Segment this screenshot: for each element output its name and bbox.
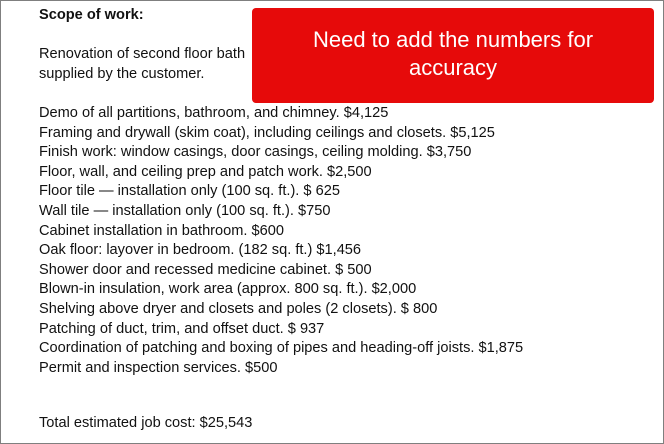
- callout-text: Need to add the numbers for accuracy: [312, 26, 594, 80]
- cost-item: Shower door and recessed medicine cabinet. $ 500: [39, 261, 372, 278]
- cost-item: Coordination of patching and boxing of pipes and heading-off joists. $1,875: [39, 340, 524, 357]
- cost-item: Patching of duct, trim, and offset duct. $ 937: [39, 320, 325, 337]
- cost-item: Permit and inspection services. $500: [39, 359, 278, 376]
- cost-item: Wall tile — installation only (100 sq. ft.). $750: [39, 202, 331, 219]
- intro-line-2: supplied by the customer.: [39, 65, 205, 82]
- cost-item: Floor tile — installation only (100 sq. ft.). $ 625: [39, 183, 340, 200]
- scope-heading: Scope of work:: [39, 7, 144, 23]
- cost-item: Finish work: window casings, door casings, ceiling molding. $3,750: [39, 144, 472, 161]
- cost-item: Demo of all partitions, bathroom, and chimney. $4,125: [39, 105, 389, 121]
- annotation-callout: [252, 8, 654, 103]
- intro-line-1: Renovation of second floor bath: [39, 46, 246, 62]
- cost-item: Floor, wall, and ceiling prep and patch work. $2,500: [39, 163, 372, 180]
- cost-item-list: [39, 104, 523, 378]
- cost-item: Oak floor: layover in bedroom. (182 sq. ft.) $1,456: [39, 242, 362, 259]
- cost-item: Cabinet installation in bathroom. $600: [39, 222, 285, 239]
- cost-item: Shelving above dryer and closets and poles (2 closets). $ 800: [39, 300, 438, 317]
- total-cost: Total estimated job cost: $25,543: [39, 415, 253, 431]
- cost-item: Blown-in insulation, work area (approx. 800 sq. ft.). $2,000: [39, 281, 417, 298]
- cost-item: Framing and drywall (skim coat), including ceilings and closets. $5,125: [39, 124, 495, 141]
